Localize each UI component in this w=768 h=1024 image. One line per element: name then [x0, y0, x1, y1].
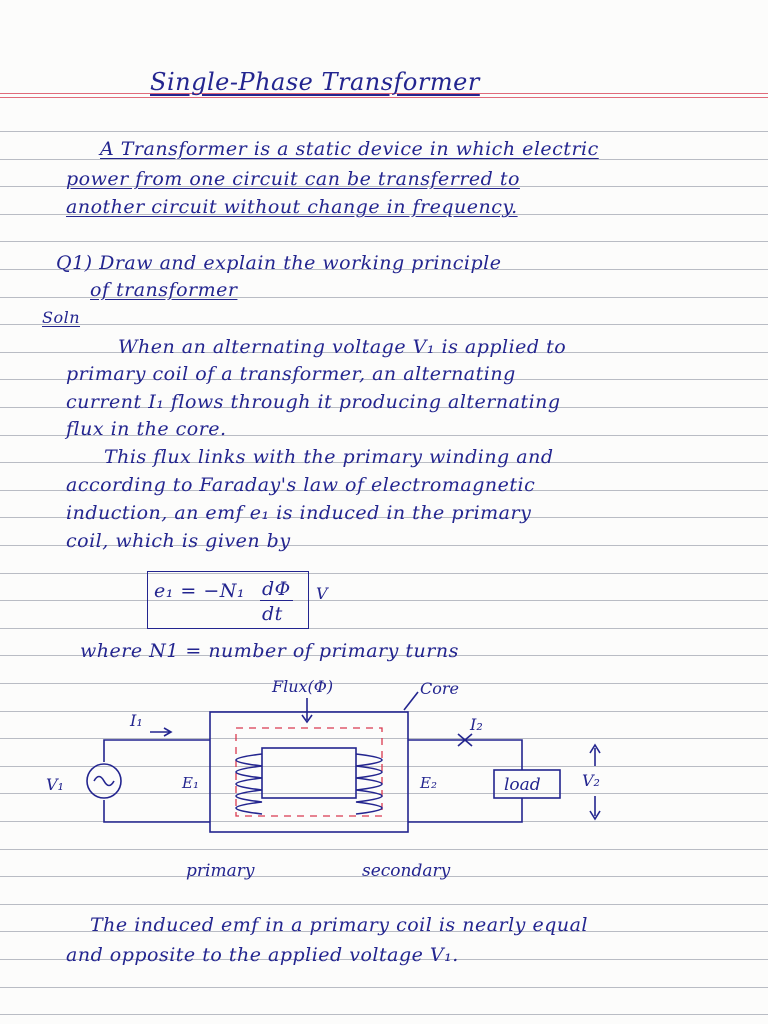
- i1-label: I₁: [130, 711, 143, 730]
- primary-label: primary: [186, 861, 255, 881]
- equation-numerator: dΦ: [262, 578, 291, 600]
- paragraph1-line-4: flux in the core.: [66, 418, 227, 440]
- equation-box: [147, 571, 309, 629]
- where-line: where N1 = number of primary turns: [80, 640, 459, 662]
- secondary-coil: [356, 754, 382, 814]
- ruled-line: [0, 324, 768, 325]
- ruled-line: [0, 628, 768, 629]
- secondary-label: secondary: [362, 861, 451, 881]
- definition-line-2: power from one circuit can be transferred to: [66, 168, 520, 190]
- core-arrow: [404, 692, 418, 710]
- v1-label: V₁: [46, 775, 64, 794]
- ruled-line: [0, 573, 768, 574]
- equation-lhs: e₁ = −N₁: [154, 580, 246, 602]
- question-line-1: Q1) Draw and explain the working principle: [56, 252, 502, 274]
- paragraph1-line-2: primary coil of a transformer, an alternating: [66, 363, 516, 385]
- top-margin-line-2: [0, 97, 768, 98]
- ruled-line: [0, 904, 768, 905]
- paragraph1-line-3: current I₁ flows through it producing alternating: [66, 391, 561, 413]
- primary-wire-top: [104, 740, 210, 762]
- transformer-diagram: [0, 670, 768, 900]
- e2-label: E₂: [420, 774, 437, 792]
- core-label: Core: [420, 679, 459, 698]
- ruled-line: [0, 241, 768, 242]
- ruled-line: [0, 131, 768, 132]
- core-outer: [210, 712, 408, 832]
- core-window: [262, 748, 356, 798]
- i2-label: I₂: [470, 715, 483, 734]
- closing-line-2: and opposite to the applied voltage V₁.: [66, 944, 459, 966]
- e1-label: E₁: [182, 774, 199, 792]
- secondary-wire-bottom: [408, 798, 522, 822]
- page-title: Single-Phase Transformer: [150, 68, 480, 96]
- solution-label: Soln: [42, 308, 81, 327]
- equation-denominator: dt: [262, 603, 283, 625]
- ruled-line: [0, 987, 768, 988]
- v2-label: V₂: [582, 771, 600, 790]
- paragraph2-line-2: according to Faraday's law of electromagnetic: [66, 474, 536, 496]
- ac-symbol: [94, 777, 114, 786]
- flux-label: Flux(Φ): [272, 677, 334, 696]
- equation-unit: V: [316, 584, 329, 603]
- paragraph1-line-1: When an alternating voltage V₁ is applied to: [118, 336, 567, 358]
- primary-coil: [236, 754, 262, 814]
- secondary-wire-top: [408, 740, 522, 770]
- primary-wire-bottom: [104, 800, 210, 822]
- paragraph2-line-4: coil, which is given by: [66, 530, 291, 552]
- definition-line-1: A Transformer is a static device in which electric: [100, 138, 599, 160]
- load-label: load: [504, 775, 541, 795]
- ruled-line: [0, 1014, 768, 1015]
- paragraph2-line-1: This flux links with the primary winding and: [104, 446, 554, 468]
- ruled-line: [0, 600, 768, 601]
- paragraph2-line-3: induction, an emf e₁ is induced in the primary: [66, 502, 532, 524]
- definition-line-3: another circuit without change in frequency.: [66, 196, 518, 218]
- closing-line-1: The induced emf in a primary coil is nearly equal: [90, 914, 588, 936]
- question-line-2: of transformer: [90, 279, 238, 301]
